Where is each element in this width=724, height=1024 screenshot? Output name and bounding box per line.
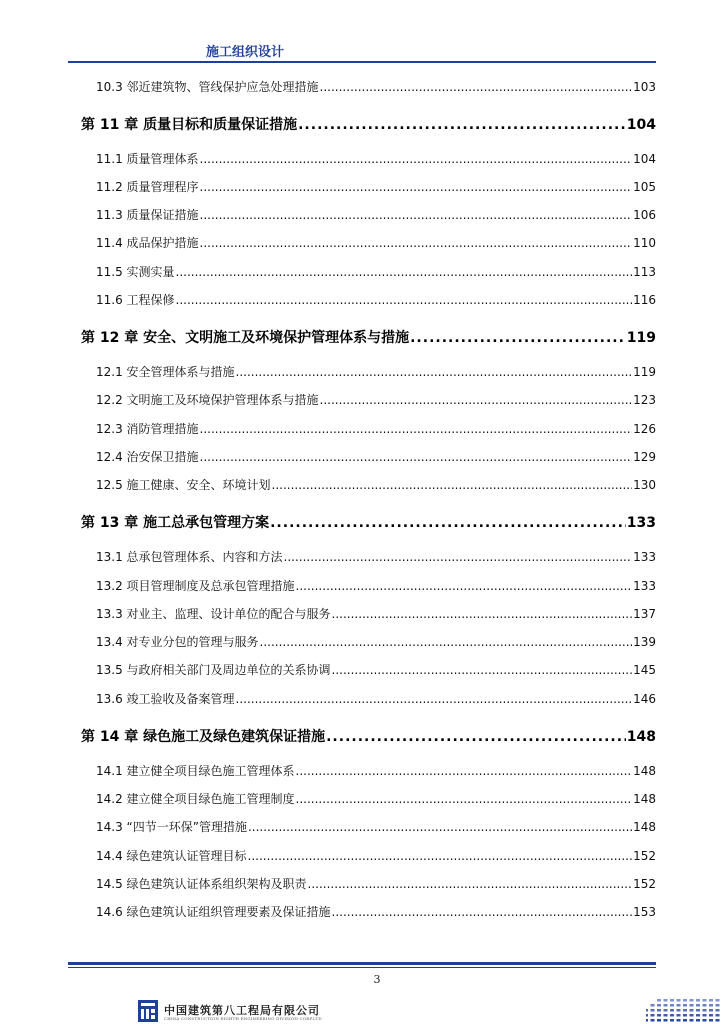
pattern-dot (664, 1004, 668, 1007)
toc-entry-title: 12.2 文明施工及环境保护管理体系与措施 (96, 393, 319, 407)
toc-leader-dots (200, 208, 633, 222)
toc-section-entry[interactable] (96, 391, 656, 408)
toc-section-entry[interactable] (96, 790, 656, 807)
pattern-dot (664, 1019, 668, 1022)
toc-entry-title: 13.6 竣工验收及备案管理 (96, 692, 235, 706)
dot-grid-pattern-icon (646, 997, 722, 1024)
toc-section-entry[interactable] (96, 605, 656, 622)
toc-section-entry[interactable] (96, 903, 656, 920)
toc-section-entry[interactable] (96, 548, 656, 565)
toc-chapter-entry[interactable] (81, 726, 656, 746)
toc-entry-title: 11.6 工程保修 (96, 293, 175, 307)
pattern-dot (646, 1019, 648, 1022)
toc-leader-dots (332, 905, 633, 919)
pattern-dot (690, 1014, 694, 1017)
toc-section-entry[interactable] (96, 875, 656, 892)
toc-entry-title: 14.2 建立健全项目绿色施工管理制度 (96, 792, 295, 806)
toc-leader-dots (236, 365, 633, 379)
toc-entry-title: 第 11 章 质量目标和质量保证措施 (81, 117, 298, 133)
toc-page-number: 105 (633, 180, 656, 194)
toc-entry-title: 14.5 绿色建筑认证体系组织架构及职责 (96, 877, 307, 891)
toc-page-number: 130 (633, 478, 656, 492)
toc-section-entry[interactable] (96, 633, 656, 650)
toc-page-number: 153 (633, 905, 656, 919)
toc-chapter-entry[interactable] (81, 327, 656, 347)
pattern-dot (670, 999, 674, 1002)
toc-entry-title: 13.5 与政府相关部门及周边单位的关系协调 (96, 663, 331, 677)
toc-page-number: 104 (626, 117, 656, 133)
pattern-dot (690, 1009, 694, 1012)
pattern-dot (690, 1004, 694, 1007)
pattern-dot (670, 1009, 674, 1012)
toc-page-number: 104 (633, 152, 656, 166)
toc-section-entry[interactable] (96, 234, 656, 251)
toc-page-number: 148 (626, 729, 656, 745)
toc-entry-title: 11.4 成品保护措施 (96, 236, 199, 250)
footer-rule (68, 962, 656, 965)
pattern-dot (677, 1009, 681, 1012)
toc-section-entry[interactable] (96, 847, 656, 864)
pattern-dot (716, 999, 720, 1002)
pattern-dot (690, 1019, 694, 1022)
pattern-dot (657, 999, 661, 1002)
toc-page-number: 106 (633, 208, 656, 222)
toc-section-entry[interactable] (96, 476, 656, 493)
pattern-dot (690, 999, 694, 1002)
toc-section-entry[interactable] (96, 263, 656, 280)
toc-section-entry[interactable] (96, 78, 656, 95)
toc-page-number: 148 (633, 764, 656, 778)
toc-section-entry[interactable] (96, 291, 656, 308)
toc-leader-dots (298, 117, 626, 133)
pattern-dot (646, 1009, 648, 1012)
toc-entry-title: 12.5 施工健康、安全、环境计划 (96, 478, 271, 492)
toc-section-entry[interactable] (96, 206, 656, 223)
toc-leader-dots (200, 180, 633, 194)
pattern-dot (683, 1019, 687, 1022)
toc-leader-dots (270, 515, 626, 531)
toc-page-number: 145 (633, 663, 656, 677)
toc-section-entry[interactable] (96, 178, 656, 195)
toc-entry-title: 13.1 总承包管理体系、内容和方法 (96, 550, 283, 564)
toc-page-number: 113 (633, 265, 656, 279)
toc-leader-dots (200, 450, 633, 464)
toc-leader-dots (248, 849, 633, 863)
toc-entry-title: 14.3 “四节一环保”管理措施 (96, 820, 247, 834)
header-rule (68, 61, 656, 63)
toc-leader-dots (296, 792, 633, 806)
pattern-dot (716, 1014, 720, 1017)
toc-section-entry[interactable] (96, 661, 656, 678)
pattern-dot (703, 999, 707, 1002)
pattern-dot (709, 999, 713, 1002)
pattern-dot (677, 999, 681, 1002)
header-title: 施工组织设计 (205, 45, 284, 60)
toc-page-number: 103 (633, 80, 656, 94)
toc-chapter-entry[interactable] (81, 512, 656, 532)
pattern-dot (664, 1014, 668, 1017)
toc-page-number: 119 (626, 330, 656, 346)
pattern-dot (703, 1009, 707, 1012)
toc-page-number: 119 (633, 365, 656, 379)
toc-entry-title: 第 12 章 安全、文明施工及环境保护管理体系与措施 (81, 330, 410, 346)
company-name: 中国建筑第八工程局有限公司 (164, 1004, 320, 1017)
toc-page-number: 152 (633, 877, 656, 891)
toc-section-entry[interactable] (96, 577, 656, 594)
company-name-english: CHINA CONSTRUCTION EIGHTH ENGINEERING DIVISION CORP.LTD (164, 1016, 322, 1021)
toc-leader-dots (410, 330, 626, 346)
toc-page-number: 123 (633, 393, 656, 407)
toc-leader-dots (200, 152, 633, 166)
cscec-logo-icon (138, 1000, 158, 1022)
toc-entry-title: 14.1 建立健全项目绿色施工管理体系 (96, 764, 295, 778)
toc-leader-dots (176, 293, 633, 307)
pattern-dot (703, 1014, 707, 1017)
pattern-dot (651, 1014, 655, 1017)
toc-leader-dots (236, 692, 633, 706)
pattern-dot (677, 1019, 681, 1022)
toc-leader-dots (320, 393, 633, 407)
pattern-dot (703, 1019, 707, 1022)
toc-entry-title: 13.3 对业主、监理、设计单位的配合与服务 (96, 607, 331, 621)
pattern-dot (670, 1014, 674, 1017)
toc-entry-title: 13.4 对专业分包的管理与服务 (96, 635, 259, 649)
pattern-dot (709, 1019, 713, 1022)
toc-section-entry[interactable] (96, 448, 656, 465)
toc-entry-title: 12.3 消防管理措施 (96, 422, 199, 436)
toc-page-number: 137 (633, 607, 656, 621)
toc-page-number: 139 (633, 635, 656, 649)
toc-leader-dots (272, 478, 633, 492)
toc-entry-title: 11.5 实测实量 (96, 265, 175, 279)
toc-page-number: 146 (633, 692, 656, 706)
pattern-dot (716, 1004, 720, 1007)
toc-leader-dots (260, 635, 633, 649)
pattern-dot (670, 1019, 674, 1022)
toc-page-number: 148 (633, 792, 656, 806)
toc-page-number: 129 (633, 450, 656, 464)
footer-rule-thin (68, 967, 656, 968)
pattern-dot (683, 1009, 687, 1012)
toc-leader-dots (248, 820, 632, 834)
pattern-dot (703, 1004, 707, 1007)
pattern-dot (646, 1014, 648, 1017)
pattern-dot (696, 1004, 700, 1007)
toc-leader-dots (176, 265, 633, 279)
pattern-dot (651, 1004, 655, 1007)
toc-leader-dots (296, 764, 633, 778)
toc-section-entry[interactable] (96, 690, 656, 707)
pattern-dot (683, 1004, 687, 1007)
pattern-dot (677, 1004, 681, 1007)
pattern-dot (696, 1014, 700, 1017)
pattern-dot (683, 1014, 687, 1017)
toc-leader-dots (200, 236, 633, 250)
pattern-dot (696, 1009, 700, 1012)
pattern-dot (683, 999, 687, 1002)
toc-page-number: 133 (626, 515, 656, 531)
pattern-dot (677, 1014, 681, 1017)
toc-page-number: 133 (633, 579, 656, 593)
toc-entry-title: 13.2 项目管理制度及总承包管理措施 (96, 579, 295, 593)
toc-leader-dots (200, 422, 633, 436)
pattern-dot (651, 1009, 655, 1012)
toc-leader-dots (284, 550, 633, 564)
toc-leader-dots (320, 80, 633, 94)
pattern-dot (664, 999, 668, 1002)
toc-entry-title: 14.4 绿色建筑认证管理目标 (96, 849, 247, 863)
pattern-dot (716, 1009, 720, 1012)
toc-page-number: 110 (633, 236, 656, 250)
pattern-dot (696, 999, 700, 1002)
pattern-dot (696, 1019, 700, 1022)
pattern-dot (651, 1019, 655, 1022)
toc-entry-title: 11.1 质量管理体系 (96, 152, 199, 166)
pattern-dot (657, 1004, 661, 1007)
toc-section-entry[interactable] (96, 363, 656, 380)
toc-entry-title: 12.4 治安保卫措施 (96, 450, 199, 464)
toc-entry-title: 11.3 质量保证措施 (96, 208, 199, 222)
pattern-dot (657, 1019, 661, 1022)
toc-section-entry[interactable] (96, 762, 656, 779)
pattern-dot (670, 1004, 674, 1007)
toc-chapter-entry[interactable] (81, 114, 656, 134)
pattern-dot (664, 1009, 668, 1012)
toc-leader-dots (326, 729, 626, 745)
page-number: 3 (373, 973, 381, 986)
toc-leader-dots (296, 579, 633, 593)
toc-entry-title: 11.2 质量管理程序 (96, 180, 199, 194)
pattern-dot (657, 1014, 661, 1017)
toc-section-entry[interactable] (96, 150, 656, 167)
toc-entry-title: 第 13 章 施工总承包管理方案 (81, 515, 270, 531)
pattern-dot (709, 1009, 713, 1012)
toc-page-number: 152 (633, 849, 656, 863)
pattern-dot (709, 1004, 713, 1007)
toc-page-number: 148 (633, 820, 656, 834)
pattern-dot (657, 1009, 661, 1012)
toc-page-number: 116 (633, 293, 656, 307)
toc-entry-title: 14.6 绿色建筑认证组织管理要素及保证措施 (96, 905, 331, 919)
toc-page-number: 126 (633, 422, 656, 436)
toc-leader-dots (332, 663, 633, 677)
pattern-dot (709, 1014, 713, 1017)
toc-entry-title: 12.1 安全管理体系与措施 (96, 365, 235, 379)
toc-entry-title: 第 14 章 绿色施工及绿色建筑保证措施 (81, 729, 326, 745)
toc-section-entry[interactable] (96, 420, 656, 437)
pattern-dot (716, 1019, 720, 1022)
toc-section-entry[interactable] (96, 818, 656, 835)
toc-entry-title: 10.3 邻近建筑物、管线保护应急处理措施 (96, 80, 319, 94)
toc-leader-dots (308, 877, 633, 891)
toc-leader-dots (332, 607, 633, 621)
toc-page-number: 133 (633, 550, 656, 564)
